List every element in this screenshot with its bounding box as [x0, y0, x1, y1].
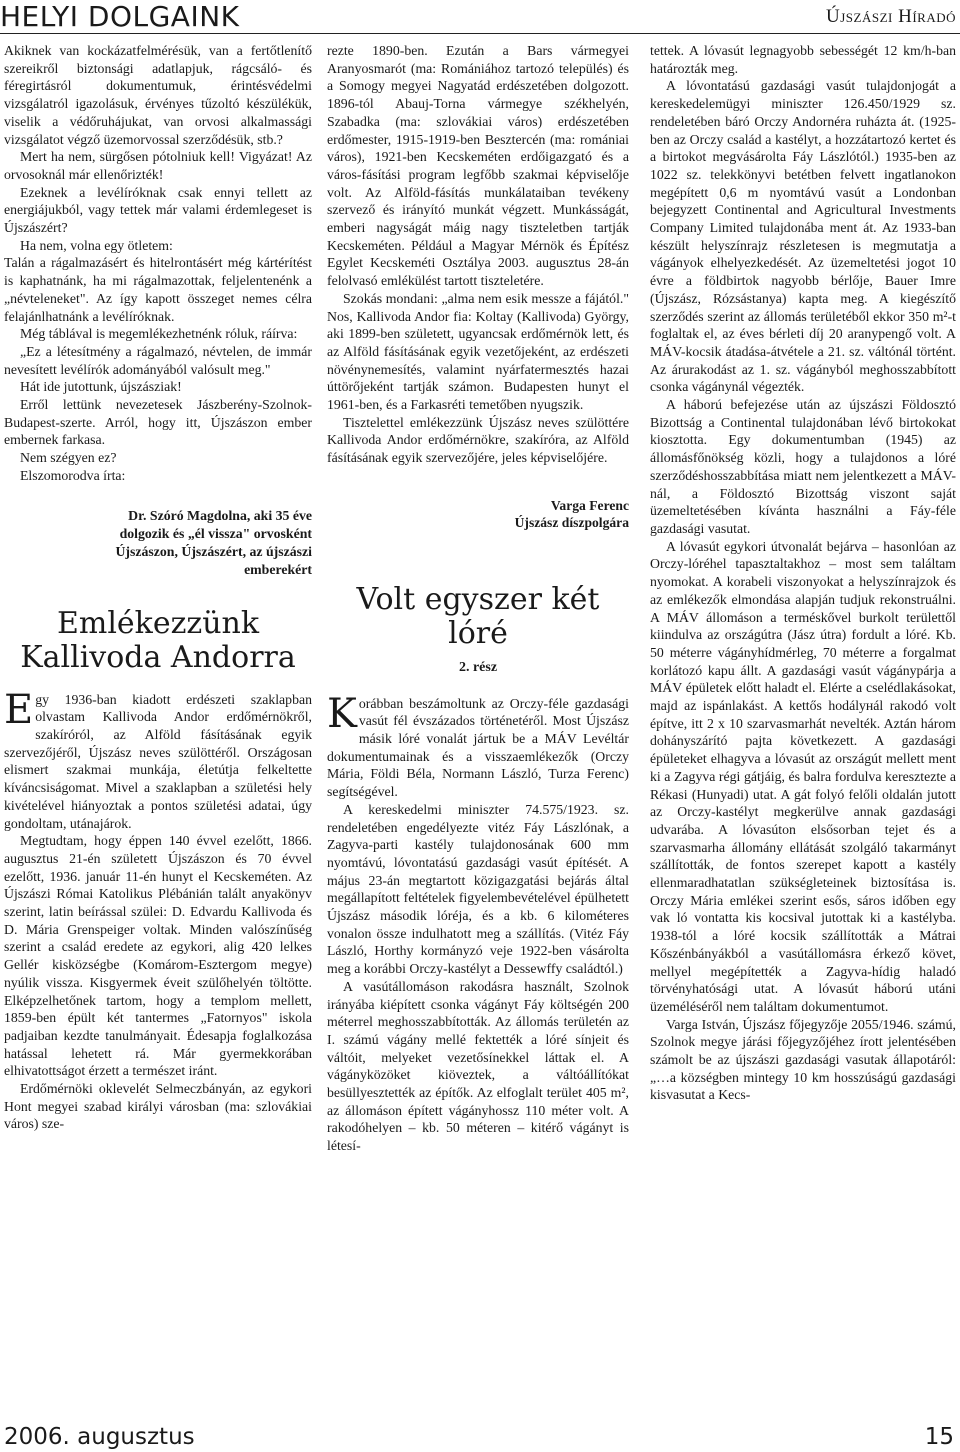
header-divider — [0, 33, 960, 34]
paragraph: A háború befejezése után az újszászi Földosztó Bizottság a Continental tulajdonában lévő birtokokat kiosztotta. Egy dokumentumban (1945) az állomásfőnökség közli, hogy a tulajdonos a lóré szerződéshosszabbítása miatt nem jelentkezett a MÁV-nál, a Földosztó Bizottság viszont saját üzemeltetésében kívánta használni a Fáy-féle gazdasági vasutat. — [650, 397, 956, 536]
paragraph: A vasútállomáson rakodásra használt, Szolnok irányába kiépített csonka vágányt Fáy költségén 200 méterrel meghosszabbították. Az állomás területén az I. számú vágány mellé fektették a lóré sínjeit és váltóit, melyeket vezetősínekkel láttak el. A vágányközöket kiöveztek, a váltóállítókat besüllyesztették az építők. Az elfoglalt terület 405 m², az állomáson épített vágányhossz 110 méter volt. A rakodóhelyen – kb. 50 méteren – kitérő vágányt is létesí- — [327, 978, 629, 1154]
article-title: Emlékezzünk Kallivoda Andorra — [20, 605, 296, 675]
column-1 — [4, 42, 312, 1422]
paragraph: Ezeknek a levélíróknak csak ennyi tellett az energiájukból, vagy tettek már valami érdemlegeset is Újszászért? — [4, 184, 312, 236]
paragraph: Szokás mondani: „alma nem esik messze a fájától." Nos, Kallivoda Andor fia: Koltay (Kallivoda) György, aki 1899-ben született, ugyancsak erdőmérnök lett, és az Alföld fásításának egyik vezetőjeként, az erdészeti növénynemesítés, valamint nyárfatermesztés hazai úttörőjeként tartják számon. Budapesten hunyt el 1961-ben, és a Farkasréti temetőben nyugszik. — [327, 290, 629, 413]
paragraph: Akiknek van kockázatfelmérésük, van a fertőtlenítő szereikről biztonsági adatlapjuk, rágcsáló- és féregirtásról dokumentumuk, érintésvédelmi vizsgálatról igazolásuk, érvényes tűzoltó készülékük, viselik a védőruhájukat, van orvosi alkalmassági vizsgálatot végző üzemorvossal szerződésük, stb.? — [4, 43, 312, 147]
paragraph: A kereskedelmi miniszter 74.575/1923. sz. rendeletében engedélyezte vitéz Fáy Lászlónak, a Zagyva-parti kastély tulajdonosának 600 mm nyomtávú, lóvontatású gazdasági vasút építését. A május 23-án megtartott közigazgatási bejárás által megállapított feltételek figyelembevételével épülhetett Újszász második lóréja, és a kb. 6 kilométeres vonalon össze indulhatott meg a szállítás. (Vitéz Fáy László, Horthy kormányzó vejе 1922-ben vásárolta meg a korábbi Orczy-kastélyt a Dessewffy családtól.) — [327, 801, 629, 977]
page-number: 15 — [924, 1424, 954, 1450]
paragraph: Nem szégyen ez? — [20, 450, 117, 466]
article-lead-paragraph — [4, 686, 312, 833]
paragraph: Erdőmérnöki oklevelét Selmeczbányán, az egykori Hont megyei szabad királyi városban (ma: szlovákiai város) sze- — [4, 1081, 312, 1132]
paragraph: Varga István, Újszász főjegyzője 2055/1946. számú, Szolnok megye járási főjegyzőjéhez írott jelentésében számolt be az újszászi gazdasági vasutak állapotáról: „…a községben mintegy 10 km hosszúságú gazdasági kisvasutat a Kecs- — [650, 1016, 956, 1103]
paragraph: Tisztelettel emlékezzünk Újszász neves szülöttére Kallivoda Andor erdőmérnökre, szakíróra, az Alföld fásításának egyik szervezőjére, jeles képviselőjére. — [327, 414, 629, 466]
paragraph: A lóvasút egykori útvonalát bejárva – hasonlóan az Orczy-lóréhel tapasztaltakhoz – most sem találtam nyomokat. A korabeli viszonyokat a helyszínrajzok és az emlékezők elmondása alapján tudjuk rekonstruálni. A MÁV állomáson a terméskővel burkolt területtől kiindulva az országútra (Jász útra) fordult a lóré. Kb. 50 méterre vágányhídmérleg, 70 méterre a forgalmat korlátozó kapu állt. A gazdasági vasút vágánypárja a MÁV épületek előtt haladt el. Elérte a cselédlakásokat, majd az ispánlakást. A kettős hodályнál rakodó volt építve, itt 2 x 10 szarvasmarhát nevelték. Aztán három dohányszárító pajta következett. A gazdasági épületeket elhagyva a lóvasút az országút mellett ment ki a Zagyva régi gátjáig, és balra fordulva keresztezte a Rékasi (Hunyadi) utat. A gát folyó felőli oldalán jutott az Orczy-kastélyt megkerülve annak gazdasági udvarába. A lóvasúton elsősorban tejet és a szarvasmarha állomány ellátását szolgáló takarmányt szállították, de fontos szerepet kapott a kastély ellenmaradhatatlan szükségleteinek biztosítása is. Orczy Mária emlékei szerint esős, sáros időben egy vak ló vontatta kis kocsival jutottak ki a kastélyba. 1938-tól a lóré kocsik szállították a Mátrai Kőszénbányákból a vasútállomásra érkező követ, mellyel megépítették a Zagyva-hídig haladó törvényhatósági utat. A lóvasút háború utáni üzeméléséről nem találtam dokumentumot. — [650, 538, 956, 1014]
byline-title: Újszász díszpolgára — [514, 514, 629, 530]
drop-cap: K — [327, 690, 357, 737]
author-byline — [327, 497, 629, 531]
byline-name: Varga Ferenc — [550, 497, 629, 513]
paragraph: Hát ide jutottunk, újszásziak! — [20, 379, 182, 395]
publication-name: Újszászi Híradó — [826, 6, 956, 27]
article-lead-paragraph — [327, 690, 629, 801]
signature-text: Dr. Szóró Magdolna, aki 35 éve dolgozik és „él vissza" orvosként Újszászon, Újszászért, az újszászi emberekért — [115, 507, 312, 577]
paragraph: Megtudtam, hogy éppen 140 évvel ezelőtt, 1866. augusztus 21-én született Újszászon és 70 évvel ezelőtt, 1936. január 11-én hunyt el Kecskeméten. Az Újszászi Római Katolikus Plébánián talált anyakönyv szerint, latin beírással szülei: D. Edvardu Kallivoda és D. Mária Grenspeiger voltak. Minden valószínűség szerint a család eredete az egykori, alig 420 lelkes Gellér kisközségbe (Komárom-Esztergom megye) nyúlik vissza. Kisgyermek éveit szülőhelyén töltötte. Elképzelhetőnek tartom, hogy a templom mellett, 1859-ben épült két tantermes „Fatornyos" iskola padjaiban kezdte tanulmányait. Édesapja foglalkozása hatással lehetett rá. Már gyermekkorában elhivatottságot érzett a természet iránt. — [4, 833, 312, 1079]
paragraph: „Ez a létesítmény a rágalmazó, névtelen, de immár nevesített levélírók adományából valósult meg." — [4, 343, 312, 377]
paragraph: Még táblával is megemlékezhetnénk róluk, ráírva: — [20, 326, 298, 342]
paragraph: Erről lettünk nevezetesek Jászberény-Szolnok-Budapest-szerte. Arról, hogy itt, Újszászon ember embernek farkasa. — [4, 397, 312, 448]
lead-text: orábban beszámoltunk az Orczy-féle gazdasági vasút fél évszázados történetéről. Most Újszász másik lóré vonalát jártuk be a MÁV Levéltár dokumentumainak és a visszaemlékezők (Orczy Mária, Földi Béla, Normann László, Turza Ferenc) segítségével. — [327, 695, 629, 800]
paragraph: Mert ha nem, sürgősen pótolniuk kell! Vigyázat! Az orvosoknál már ellenőrizték! — [4, 149, 312, 182]
column-2 — [327, 42, 629, 1422]
lead-text: gy 1936-ban kiadott erdészeti szaklapban olvastam Kallivoda Andor erdőmérnökről, szakíróról, az Alföld fásításának egyik szervezőjéről, Újszász neves szülöttéről. Országosan elismert szakmai munkája, életútja felkeltette kíváncsiságomat. Mivel a szaklapban a születési hely kivételével hiányoztak a pontos születési adatai, úgy gondoltam, utánajárok. — [4, 691, 312, 831]
section-title: HELYI DOLGAINK — [0, 0, 240, 33]
paragraph: A lóvontatású gazdasági vasút tulajdonjogát a kereskedelemügyi miniszter 126.450/1929 sz. rendeletében báró Orczy Andornéra ruházta át. (1925-ben az Orczy család a kastélyt, a hozzátartozó kertet és a birtokot megvásárolta Fáy Lászlótól.) 1935-ben az 1022 sz. telekkönyvi betétben felvett ingatlanokon megépített 0,6 m nyomtávú vasút a Londonban bejegyzett Continental and Agricultural Investments Company Limited tulajdonába ment át. Az 1933-ban készült helyszínrajz részletesen is megmutatja a vágányok elhelyezkedését. Az üzemeltetési jogot 10 évre a földbirtok nagyobb bérlője, Bauer Imre (Újszász, Rózsástanya) kapta meg. A kiegészítő szerződés szerint az állomás területéből ekkor 350 m²-t foglaltak el, az éves bérleti díj 20 aranypengő volt. A MÁV-kocsik átadása-átvétele a 21. sz. váltónál történt. Az árurakodást az 1. sz. vágányból meghosszabbított csonka vágánynál végezték. — [650, 78, 956, 395]
author-signature — [4, 507, 312, 579]
paragraph: rezte 1890-ben. Ezután a Bars vármegyei Aranyosmarót (ma: Romániához tartozó település) és a Somogy megyei Nagyatád erdészetében dolgozott. 1896-tól Abauj-Torna vármegye székhelyén, Szabadka (ma: szlovákiai város) erdészetében erdőmester, 1915-1919-ben Besztercén (ma: romániai város), 1921-ben Kecskeméten erdőigazgató és a város-fásítási program legfőbb szakmai képviselője volt. Az Alföld-fásítás munkálataiban tevékeny szervező és irányító munkát végzett. Munkásságát, emberi nagyságát máig nagy tiszteletben tartják Kecskeméten. Például a Magyar Mérnök és Építész Egylet Kecskeméti Osztálya 2003. augusztus 28-án felolvasó emlékülést tartott tiszteletére. — [327, 43, 629, 289]
drop-cap: E — [4, 686, 34, 733]
paragraph: Ha nem, volna egy ötletem: — [20, 237, 173, 253]
paragraph: Talán a rágalmazásért és hitelrontásért még kártérítést is kaphatnánk, ha mi rágalmazottak, feljelentenénk a „névteleneket". Az így kapott összeget nemes célra felajánlhatnánk a levélíróknak. — [4, 255, 312, 324]
paragraph: tettek. A lóvasút legnagyobb sebességét 12 km/h-ban határozták meg. — [650, 43, 956, 76]
issue-date: 2006. augusztus — [4, 1424, 195, 1450]
paragraph: Elszomorodva írta: — [20, 467, 126, 483]
column-3 — [650, 42, 956, 1422]
article-title: Volt egyszer két lóré — [356, 581, 600, 651]
part-label: 2. rész — [458, 659, 498, 675]
